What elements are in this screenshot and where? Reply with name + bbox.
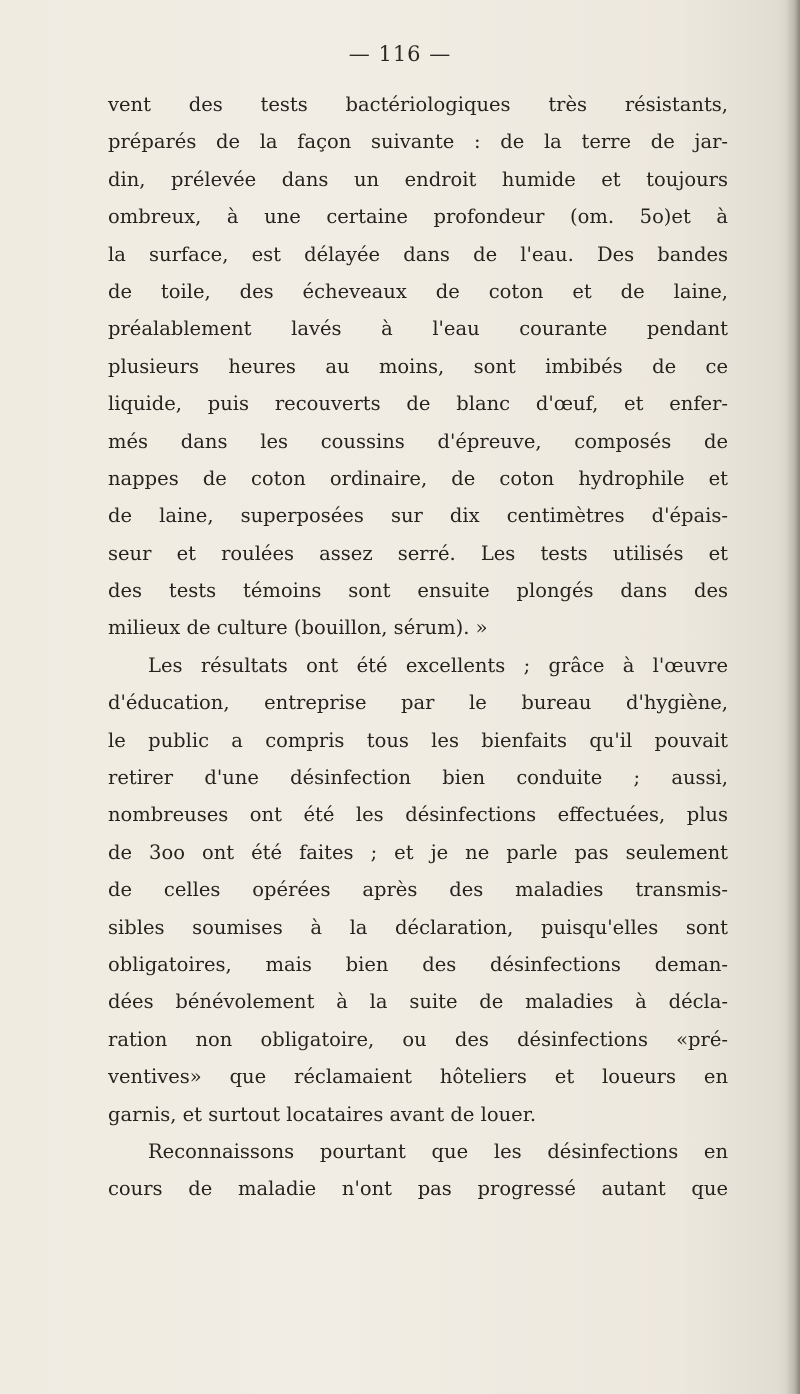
text-line: vent des tests bactériologiques très résistants,	[108, 93, 728, 116]
text-line: ventives» que réclamaient hôteliers et loueurs en	[108, 1065, 728, 1089]
text-line: sibles soumises à la déclaration, puisqu'elles sont	[108, 915, 728, 939]
text-line: obligatoires, mais bien des désinfections deman-	[108, 952, 728, 976]
text-line: d'éducation, entreprise par le bureau d'hygiène,	[108, 691, 728, 715]
text-line: nappes de coton ordinaire, de coton hydrophile et	[108, 466, 728, 490]
text-line: cours de maladie n'ont pas progressé autant que	[108, 1177, 728, 1201]
text-line: Reconnaissons pourtant que les désinfections en	[148, 1139, 728, 1163]
text-line: din, prélevée dans un endroit humide et toujours	[108, 167, 728, 191]
text-line: retirer d'une désinfection bien conduite ; aussi,	[108, 766, 728, 790]
text-line: préparés de la façon suivante : de la terre de jar-	[108, 130, 728, 154]
text-line: de laine, superposées sur dix centimètres d'épais-	[108, 504, 728, 528]
text-line: la surface, est délayée dans de l'eau. Des bandes	[108, 242, 728, 266]
text-line: dées bénévolement à la suite de maladies à décla-	[108, 990, 728, 1014]
text-line: nombreuses ont été les désinfections effectuées, plus	[108, 803, 728, 827]
text-line: de celles opérées après des maladies transmis-	[108, 878, 728, 902]
text-line: de 3oo ont été faites ; et je ne parle pas seulement	[108, 840, 728, 864]
text-line: ration non obligatoire, ou des désinfections «pré-	[108, 1027, 728, 1051]
text-line: milieux de culture (bouillon, sérum). »	[108, 616, 488, 640]
text-line: des tests témoins sont ensuite plongés dans des	[108, 579, 728, 603]
text-line: garnis, et surtout locataires avant de louer.	[108, 1102, 537, 1126]
text-line: més dans les coussins d'épreuve, composés de	[108, 429, 728, 453]
text-line: seur et roulées assez serré. Les tests utilisés et	[108, 541, 728, 565]
text-line: de toile, des écheveaux de coton et de laine,	[108, 279, 728, 303]
text-line: ombreux, à une certaine profondeur (om. 5o)et à	[108, 205, 728, 229]
text-line: préalablement lavés à l'eau courante pendant	[108, 317, 728, 341]
text-line: Les résultats ont été excellents ; grâce à l'œuvre	[148, 653, 728, 677]
text-line: plusieurs heures au moins, sont imbibés de ce	[108, 354, 728, 378]
text-line: le public a compris tous les bienfaits qu'il pouvait	[108, 728, 728, 752]
body-text	[108, 86, 728, 1208]
page-edge-shadow	[786, 0, 800, 1394]
text-line: liquide, puis recouverts de blanc d'œuf, et enfer-	[108, 392, 728, 416]
page-number-header: — 116 —	[348, 42, 452, 66]
